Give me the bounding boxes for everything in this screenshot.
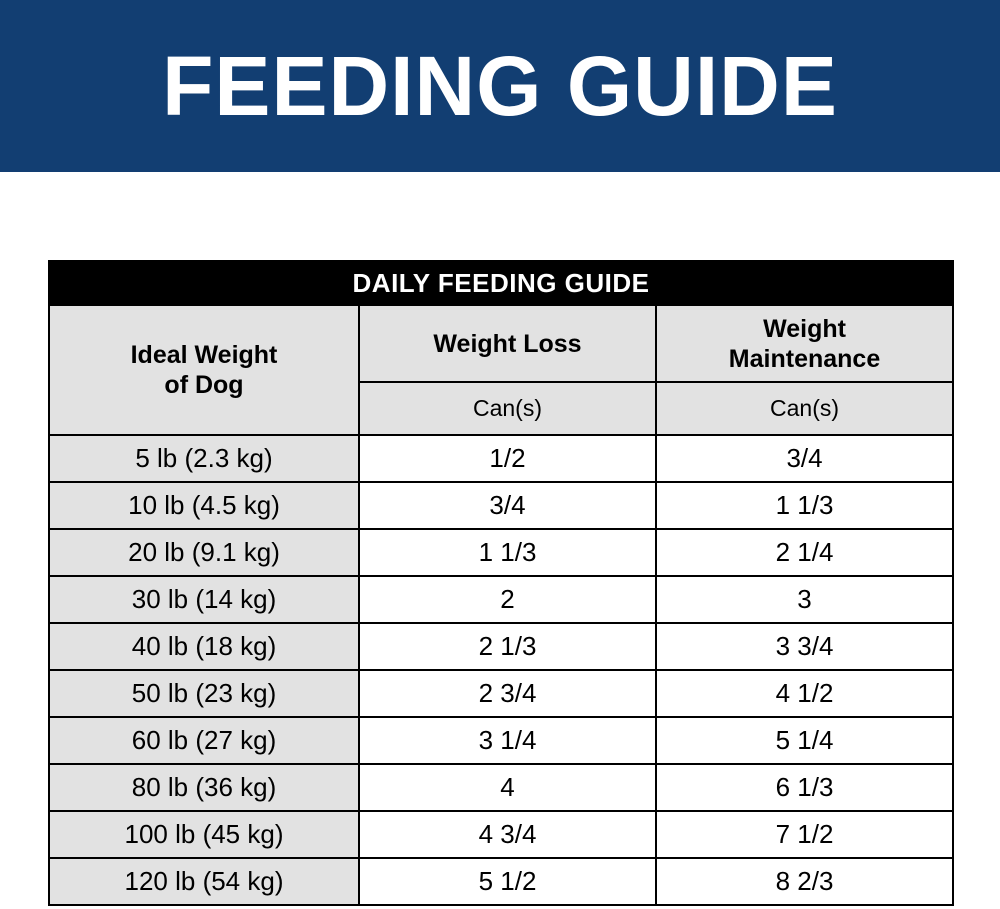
header-weight-maintenance-line1: Weight xyxy=(763,314,846,343)
cell-weight-loss: 1/2 xyxy=(359,435,656,482)
cell-weight-maintenance: 6 1/3 xyxy=(656,764,953,811)
table-row xyxy=(49,623,953,670)
cell-weight-maintenance: 8 2/3 xyxy=(656,858,953,905)
table-row xyxy=(49,435,953,482)
table-row xyxy=(49,764,953,811)
header-weight-maintenance xyxy=(656,305,953,382)
cell-ideal-weight: 10 lb (4.5 kg) xyxy=(49,482,359,529)
cell-ideal-weight: 40 lb (18 kg) xyxy=(49,623,359,670)
cell-weight-maintenance: 3/4 xyxy=(656,435,953,482)
cell-ideal-weight: 100 lb (45 kg) xyxy=(49,811,359,858)
table-row xyxy=(49,670,953,717)
daily-feeding-guide-table xyxy=(48,260,954,906)
table-body xyxy=(49,261,953,905)
feeding-table-container xyxy=(0,172,1000,906)
header-ideal-weight-line1: Ideal Weight xyxy=(130,341,278,369)
cell-ideal-weight: 30 lb (14 kg) xyxy=(49,576,359,623)
cell-weight-maintenance: 1 1/3 xyxy=(656,482,953,529)
cell-weight-maintenance: 4 1/2 xyxy=(656,670,953,717)
cell-weight-loss: 2 3/4 xyxy=(359,670,656,717)
cell-weight-loss: 1 1/3 xyxy=(359,529,656,576)
cell-weight-loss: 2 1/3 xyxy=(359,623,656,670)
subheader-weight-loss-unit: Can(s) xyxy=(359,382,656,435)
cell-weight-maintenance: 2 1/4 xyxy=(656,529,953,576)
table-header-row xyxy=(49,305,953,382)
page-header-banner xyxy=(0,0,1000,172)
header-ideal-weight-line2: of Dog xyxy=(164,371,244,399)
cell-ideal-weight: 20 lb (9.1 kg) xyxy=(49,529,359,576)
table-row xyxy=(49,811,953,858)
table-row xyxy=(49,576,953,623)
header-ideal-weight xyxy=(49,305,359,435)
table-row xyxy=(49,858,953,905)
cell-weight-loss: 4 xyxy=(359,764,656,811)
cell-weight-maintenance: 3 3/4 xyxy=(656,623,953,670)
table-row xyxy=(49,529,953,576)
table-row xyxy=(49,482,953,529)
cell-ideal-weight: 60 lb (27 kg) xyxy=(49,717,359,764)
page-title: FEEDING GUIDE xyxy=(162,39,838,133)
cell-weight-loss: 3 1/4 xyxy=(359,717,656,764)
cell-weight-maintenance: 7 1/2 xyxy=(656,811,953,858)
table-caption-row xyxy=(49,261,953,305)
cell-ideal-weight: 80 lb (36 kg) xyxy=(49,764,359,811)
header-weight-maintenance-line2: Maintenance xyxy=(728,344,881,373)
cell-weight-loss: 3/4 xyxy=(359,482,656,529)
cell-ideal-weight: 120 lb (54 kg) xyxy=(49,858,359,905)
table-row xyxy=(49,717,953,764)
subheader-weight-maintenance-unit: Can(s) xyxy=(656,382,953,435)
cell-ideal-weight: 5 lb (2.3 kg) xyxy=(49,435,359,482)
table-caption: DAILY FEEDING GUIDE xyxy=(49,261,953,305)
cell-ideal-weight: 50 lb (23 kg) xyxy=(49,670,359,717)
cell-weight-loss: 4 3/4 xyxy=(359,811,656,858)
cell-weight-loss: 5 1/2 xyxy=(359,858,656,905)
cell-weight-maintenance: 5 1/4 xyxy=(656,717,953,764)
cell-weight-loss: 2 xyxy=(359,576,656,623)
cell-weight-maintenance: 3 xyxy=(656,576,953,623)
header-weight-loss: Weight Loss xyxy=(359,305,656,382)
